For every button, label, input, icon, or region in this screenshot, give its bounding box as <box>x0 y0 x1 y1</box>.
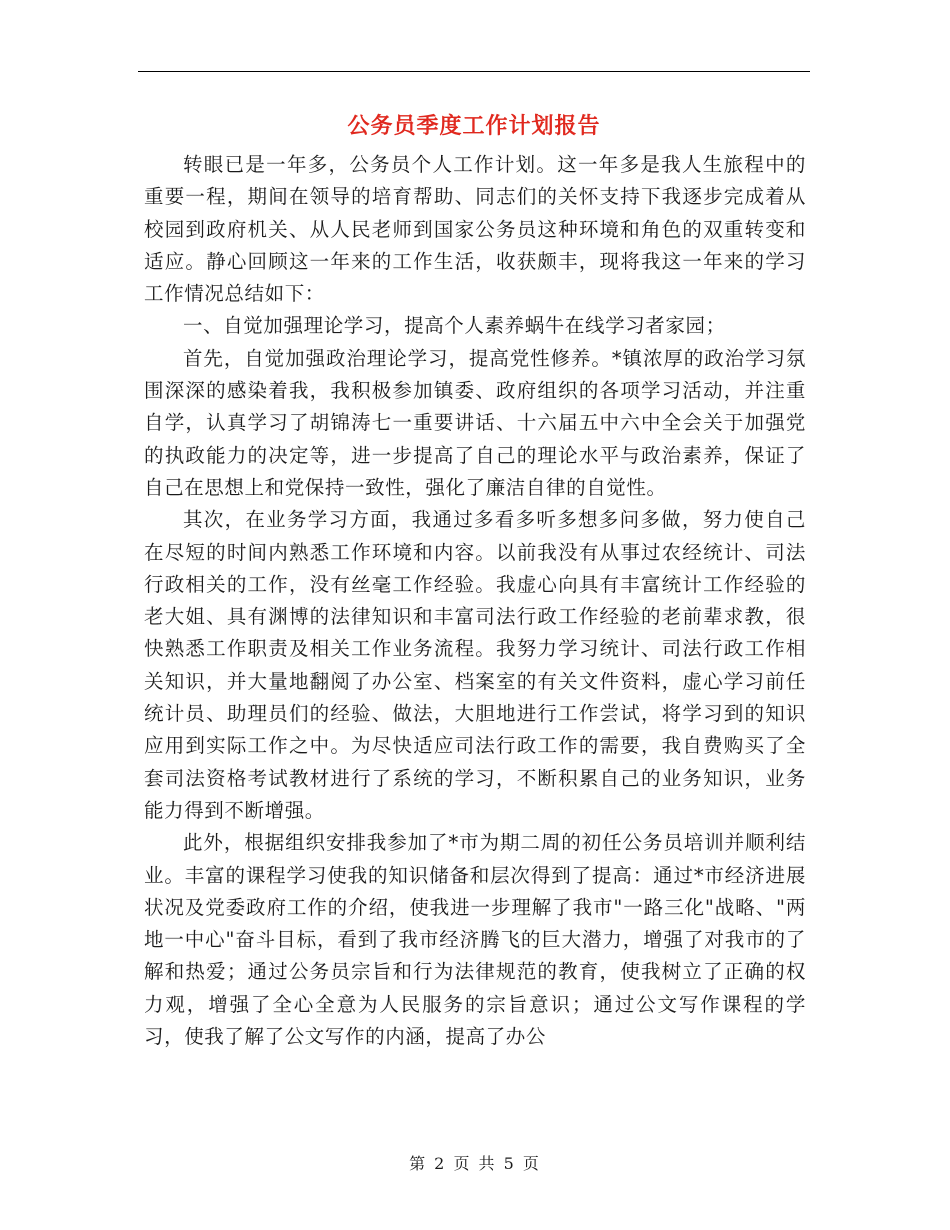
document-body <box>144 149 806 1053</box>
document-title: 公务员季度工作计划报告 <box>347 113 601 139</box>
paragraph-training: 此外，根据组织安排我参加了*市为期二周的初任公务员培训并顺利结业。丰富的课程学习使我的知识储备和层次得到了提高：通过*市经济进展状况及党委政府工作的介绍，使我进一步理解了我市"一路三化"战略、"两地一中心"奋斗目标，看到了我市经济腾飞的巨大潜力，增强了对我市的了解和热爱；通过公务员宗旨和行为法律规范的教育，使我树立了正确的权力观，增强了全心全意为人民服务的宗旨意识；通过公文写作课程的学习，使我了解了公文写作的内涵，提高了办公 <box>144 831 806 1049</box>
section-heading-1: 一、自觉加强理论学习，提高个人素养蜗牛在线学习者家园； <box>183 314 726 338</box>
paragraph-business-study: 其次，在业务学习方面，我通过多看多听多想多问多做，努力使自己在尽短的时间内熟悉工作环境和内容。以前我没有从事过农经统计、司法行政相关的工作，没有丝毫工作经验。我虚心向具有丰富统计工作经验的老大姐、具有渊博的法律知识和丰富司法行政工作经验的老前辈求教，很快熟悉工作职责及相关工作业务流程。我努力学习统计、司法行政工作相关知识，并大量地翻阅了办公室、档案室的有关文件资料，虚心学习前任统计员、助理员们的经验、做法，大胆地进行工作尝试，将学习到的知识应用到实际工作之中。为尽快适应司法行政工作的需要，我自费购买了全套司法资格考试教材进行了系统的学习，不断积累自己的业务知识，业务能力得到不断增强。 <box>144 508 806 822</box>
paragraph-intro: 转眼已是一年多，公务员个人工作计划。这一年多是我人生旅程中的重要一程，期间在领导的培育帮助、同志们的关怀支持下我逐步完成着从校园到政府机关、从人民老师到国家公务员这种环境和角色的双重转变和适应。静心回顾这一年来的工作生活，收获颇丰，现将我这一年来的学习工作情况总结如下： <box>144 153 806 306</box>
page-number-footer: 第 2 页 共 5 页 <box>409 1154 541 1173</box>
paragraph-political-study: 首先，自觉加强政治理论学习，提高党性修养。*镇浓厚的政治学习氛围深深的感染着我，我积极参加镇委、政府组织的各项学习活动，并注重自学，认真学习了胡锦涛七一重要讲话、十六届五中六中全会关于加强党的执政能力的决定等，进一步提高了自己的理论水平与政治素养，保证了自己在思想上和党保持一致性，强化了廉洁自律的自觉性。 <box>144 346 806 499</box>
header-rule <box>138 71 810 72</box>
